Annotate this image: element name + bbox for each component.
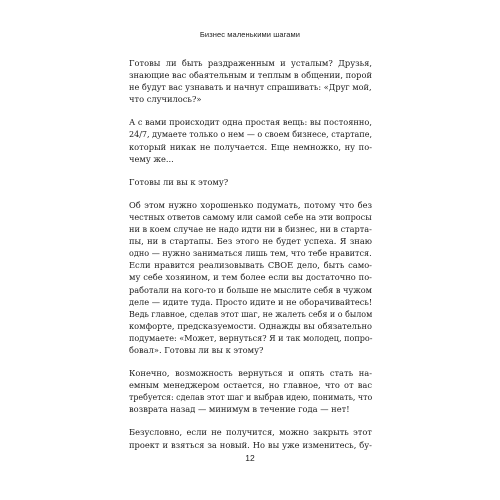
text-line: требуется: сделав этот шаг и выбрав идею, понимать, что <box>129 392 373 403</box>
text-line: возврата назад — минимум в течение года — нет! <box>129 404 350 415</box>
text-line: пы, ни в стартапы. Без этого не будет успеха. Я знаю <box>129 236 372 247</box>
text-line: 24/7, думаете только о нем — о своем бизнесе, стартапе, <box>129 129 373 140</box>
text-line: Конечно, возможность вернуться и опять стать на- <box>129 368 372 379</box>
text-line: подумаете: «Может, вернуться? Я и так молодец, попро- <box>129 332 373 343</box>
text-line: комфорте, предсказуемости. Однажды вы обязательно <box>129 320 372 331</box>
text-line: не будут вас узнавать и начнут спрашивать: «Друг мой, <box>129 82 372 93</box>
paragraph-3 <box>129 176 372 188</box>
text-line: Безусловно, если не получится, можно закрыть этот <box>129 427 372 438</box>
text-line: чему же... <box>129 153 174 164</box>
body-text <box>129 57 372 462</box>
text-line: знающие вас обаятельным и теплым в общении, порой <box>129 70 372 81</box>
text-line: А с вами происходит одна простая вещь: вы постоянно, <box>129 117 372 128</box>
text-line: му себе хозяином, и тем более если вы достаточно по- <box>129 272 372 283</box>
text-line: который никак не получается. Еще немножко, ну по- <box>129 141 372 152</box>
text-line: одно — нужно заниматься лишь тем, что тебе нравится. <box>129 248 372 259</box>
text-line: проект и взяться за новый. Но вы уже изменитесь, бу- <box>129 439 372 450</box>
text-line: работали на кого-то и больше не мыслите себя в чужом <box>129 284 372 295</box>
text-line: Если нравится реализовывать СВОЕ дело, быть само- <box>129 260 372 271</box>
running-head: Бизнес маленькими шагами <box>199 30 301 39</box>
paragraph-2 <box>129 116 372 164</box>
paragraph-4 <box>129 199 372 356</box>
text-line: ни в коем случае не надо идти ни в бизнес, ни в старта- <box>129 224 372 235</box>
text-line: бовал». Готовы ли вы к этому? <box>129 344 264 355</box>
text-line: что случилось?» <box>129 94 202 105</box>
paragraph-6 <box>129 426 372 450</box>
text-line: честных ответов самому или самой себе на эти вопросы <box>129 211 372 222</box>
text-line: Ведь главное, сделав этот шаг, не жалеть себя и о былом <box>129 308 373 319</box>
text-line: деле — идите туда. Просто идите и не оборачивайтесь! <box>129 296 373 307</box>
text-line: Об этом нужно хорошенько подумать, потому что без <box>129 199 372 210</box>
paragraph-5 <box>129 367 372 415</box>
text-line: Готовы ли быть раздраженным и усталым? Друзья, <box>129 58 372 68</box>
text-line: емным менеджером остается, но главное, что от вас <box>129 380 372 391</box>
text-line: Готовы ли вы к этому? <box>129 176 229 187</box>
paragraph-1 <box>129 57 372 105</box>
page-number: 12 <box>245 453 255 463</box>
